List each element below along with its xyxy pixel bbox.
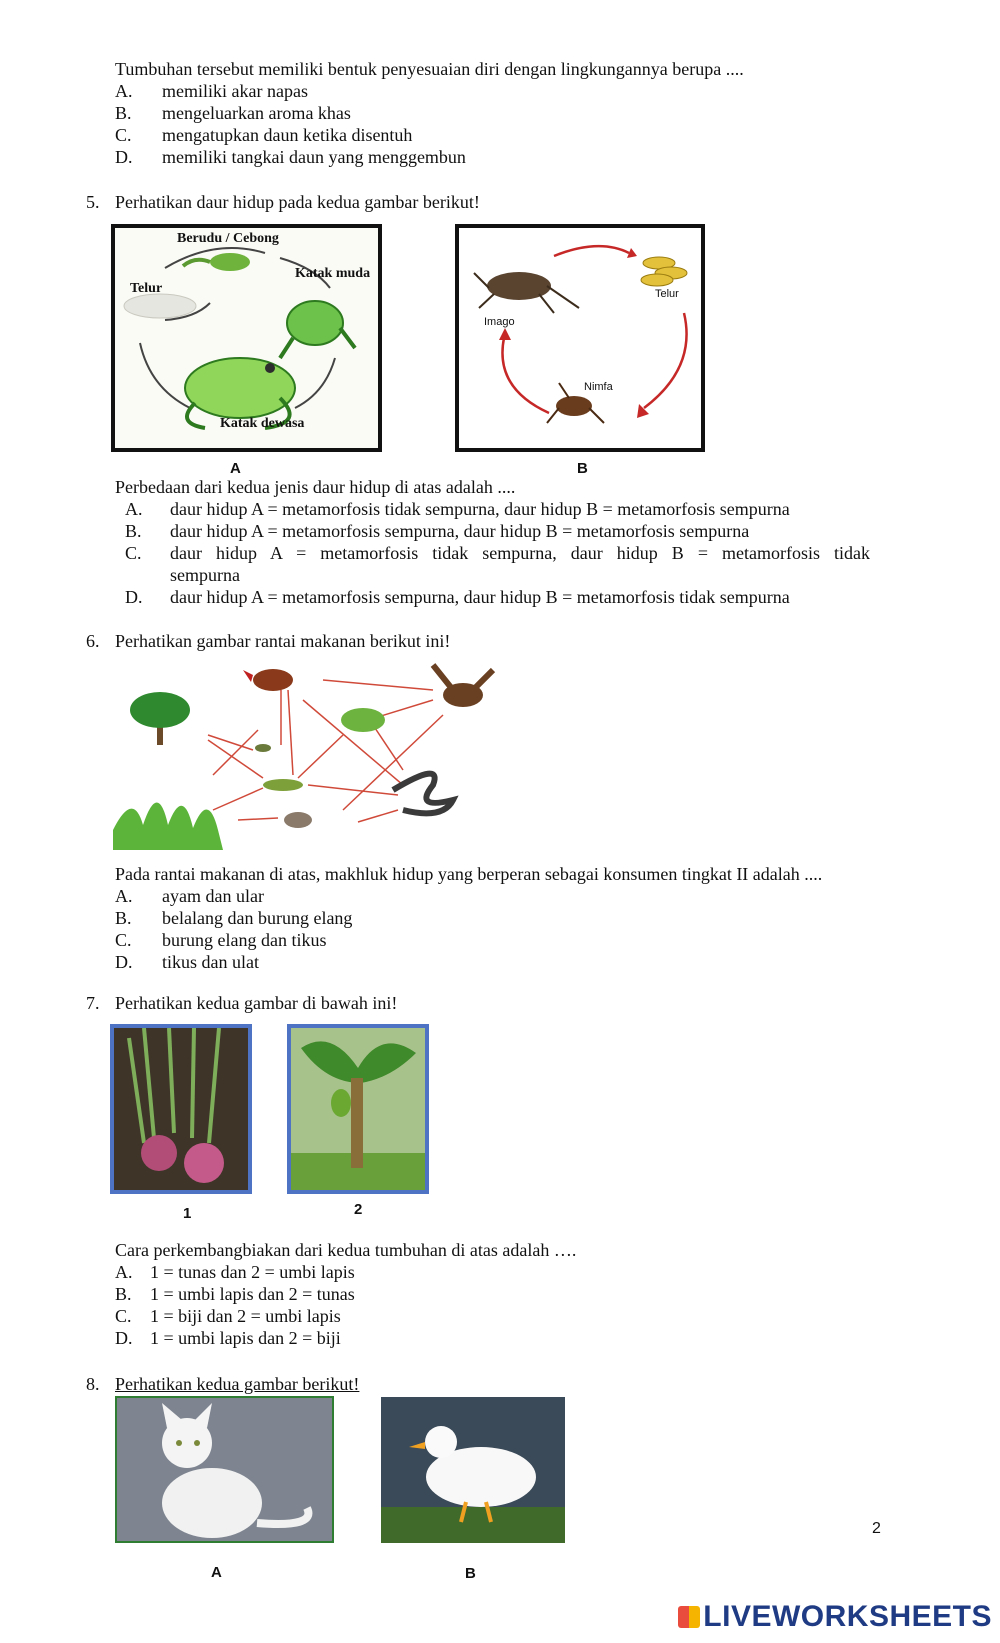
cat-image [115, 1396, 334, 1543]
q4-stem: Tumbuhan tersebut memiliki bentuk penyesuaian diri dengan lingkungannya berupa .... [115, 59, 744, 79]
q7-option-d-text: 1 = umbi lapis dan 2 = biji [150, 1328, 341, 1348]
q4-option-d-text: memiliki tangkai daun yang menggembun [162, 147, 466, 167]
q4-option-d-letter: D. [115, 147, 133, 167]
frog-stage-tadpole: Berudu / Cebong [177, 231, 279, 246]
q6-option-b-letter: B. [115, 908, 132, 928]
food-web-image [113, 660, 513, 850]
q4-option-b-letter: B. [115, 103, 132, 123]
q7-fig1-label: 1 [183, 1205, 192, 1222]
q6-option-c-text: burung elang dan tikus [162, 930, 327, 950]
q6-option-b-text: belalang dan burung elang [162, 908, 353, 928]
q5-option-c-text-cont: sempurna [170, 565, 240, 585]
cricket-stage-egg: Telur [655, 288, 679, 300]
q7-option-b-letter: B. [115, 1284, 132, 1304]
cricket-stage-imago: Imago [484, 316, 515, 328]
frog-stage-young-frog: Katak muda [295, 266, 371, 281]
q7-prompt: Perhatikan kedua gambar di bawah ini! [115, 993, 398, 1013]
banana-tree-image [287, 1024, 429, 1194]
cricket-life-cycle-image [455, 224, 705, 452]
frog-life-cycle-image [111, 224, 382, 452]
q8-fig-a-label: A [211, 1564, 222, 1581]
q7-option-d-letter: D. [115, 1328, 133, 1348]
q6-stem: Pada rantai makanan di atas, makhluk hidup yang berperan sebagai konsumen tingkat II adalah .... [115, 864, 823, 884]
q6-option-d-letter: D. [115, 952, 133, 972]
q5-option-d-letter: D. [125, 587, 143, 607]
q5-option-a-text: daur hidup A = metamorfosis tidak sempurna, daur hidup B = metamorfosis sempurna [170, 499, 790, 519]
q6-number: 6. [86, 631, 100, 651]
q4-option-c-letter: C. [115, 125, 132, 145]
q6-option-c-letter: C. [115, 930, 132, 950]
liveworksheets-brand [678, 1600, 992, 1634]
q6-prompt: Perhatikan gambar rantai makanan berikut ini! [115, 631, 451, 651]
q5-prompt: Perhatikan daur hidup pada kedua gambar berikut! [115, 192, 480, 212]
q5-option-c-letter: C. [125, 543, 142, 563]
shallot-image [110, 1024, 252, 1194]
q7-fig2-label: 2 [354, 1201, 363, 1218]
q7-number: 7. [86, 993, 100, 1013]
q5-fig-a-label: A [230, 460, 241, 477]
duck-image [381, 1397, 565, 1543]
q7-option-c-text: 1 = biji dan 2 = umbi lapis [150, 1306, 341, 1326]
q8-fig-b-label: B [465, 1565, 476, 1582]
q8-prompt: Perhatikan kedua gambar berikut! [115, 1374, 360, 1394]
frog-stage-adult: Katak dewasa [220, 416, 305, 431]
q5-fig-b-label: B [577, 460, 588, 477]
page-number: 2 [872, 1520, 881, 1537]
q7-option-a-letter: A. [115, 1262, 133, 1282]
q5-number: 5. [86, 192, 100, 212]
frog-stage-egg: Telur [130, 281, 163, 296]
q6-option-a-letter: A. [115, 886, 133, 906]
brand-text: LIVEWORKSHEETS [703, 1600, 992, 1633]
q7-option-b-text: 1 = umbi lapis dan 2 = tunas [150, 1284, 355, 1304]
q6-option-a-text: ayam dan ular [162, 886, 264, 906]
q6-option-d-text: tikus dan ulat [162, 952, 259, 972]
liveworksheets-logo-icon [678, 1606, 700, 1628]
q5-option-a-letter: A. [125, 499, 143, 519]
q5-option-c-text: daur hidup A = metamorfosis tidak sempurna, daur hidup B = metamorfosis tidak [170, 543, 870, 563]
q5-option-b-text: daur hidup A = metamorfosis sempurna, daur hidup B = metamorfosis sempurna [170, 521, 750, 541]
q4-option-a-letter: A. [115, 81, 133, 101]
q4-option-c-text: mengatupkan daun ketika disentuh [162, 125, 413, 145]
q5-stem: Perbedaan dari kedua jenis daur hidup di atas adalah .... [115, 477, 516, 497]
q5-option-d-text: daur hidup A = metamorfosis sempurna, daur hidup B = metamorfosis tidak sempurna [170, 587, 790, 607]
q7-option-c-letter: C. [115, 1306, 132, 1326]
q5-option-b-letter: B. [125, 521, 142, 541]
cricket-stage-nymph: Nimfa [584, 381, 613, 393]
q8-number: 8. [86, 1374, 100, 1394]
q7-stem: Cara perkembangbiakan dari kedua tumbuhan di atas adalah …. [115, 1240, 577, 1260]
q4-option-a-text: memiliki akar napas [162, 81, 308, 101]
q7-option-a-text: 1 = tunas dan 2 = umbi lapis [150, 1262, 355, 1282]
q4-option-b-text: mengeluarkan aroma khas [162, 103, 351, 123]
